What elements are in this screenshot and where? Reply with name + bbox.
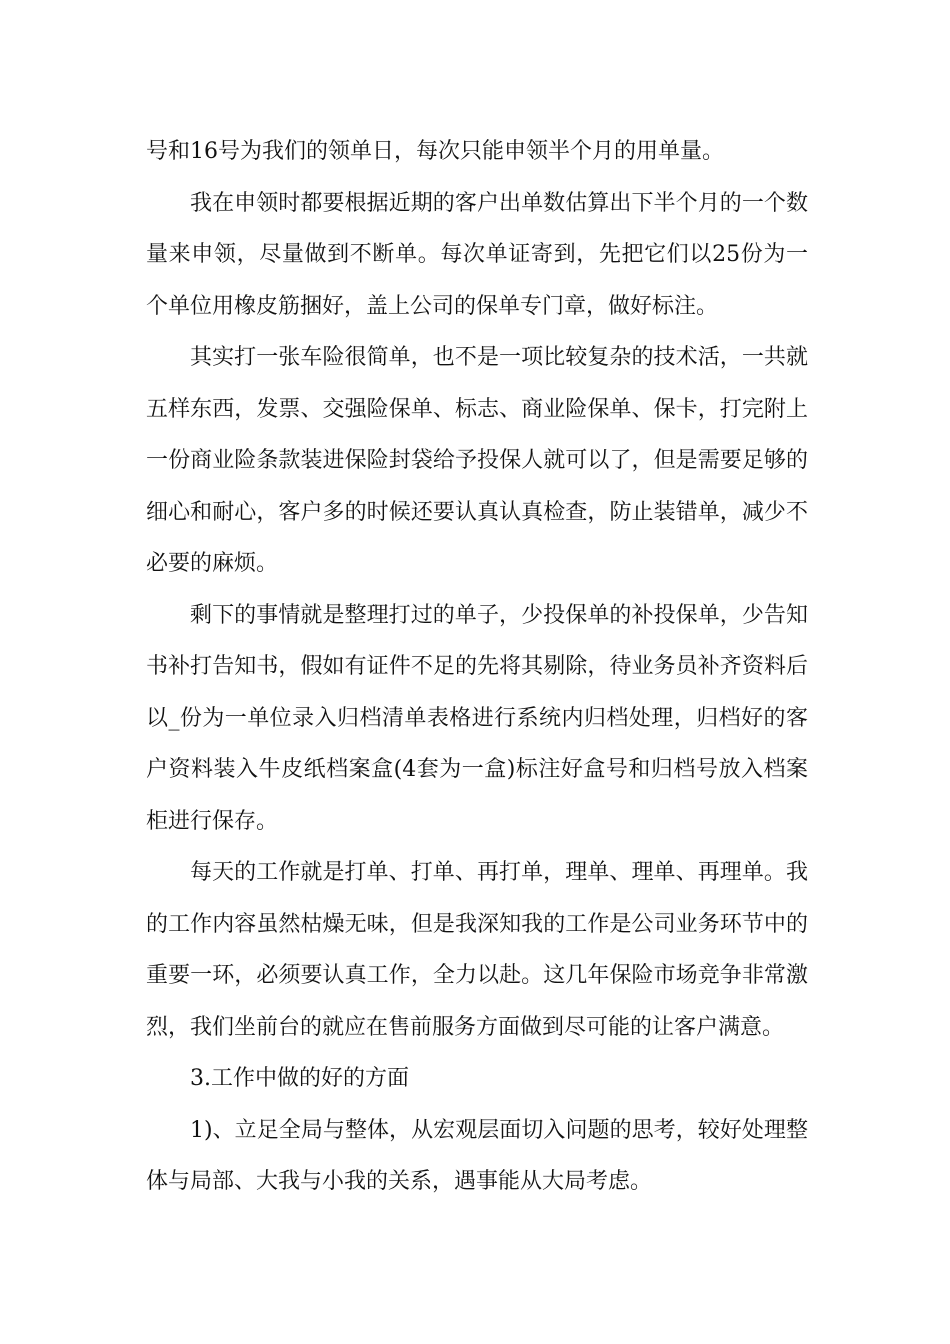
document-body bbox=[146, 126, 808, 1208]
paragraph-car-insurance: 其实打一张车险很简单，也不是一项比较复杂的技术活，一共就五样东西，发票、交强险保单、标志、商业险保单、保卡，打完附上一份商业险条款装进保险封袋给予投保人就可以了，但是需要足够的细心和耐心，客户多的时候还要认真认真检查，防止装错单，减少不必要的麻烦。 bbox=[146, 345, 808, 576]
paragraph-apply-forms: 我在申领时都要根据近期的客户出单数估算出下半个月的一个数量来申领，尽量做到不断单。每次单证寄到，先把它们以25份为一个单位用橡皮筋捆好，盖上公司的保单专门章，做好标注。 bbox=[146, 190, 808, 319]
paragraph-point-1: 1)、立足全局与整体，从宏观层面切入问题的思考，较好处理整体与局部、大我与小我的关系，遇事能从大局考虑。 bbox=[146, 1117, 808, 1194]
paragraph-daily-work: 每天的工作就是打单、打单、再打单，理单、理单、再理单。我的工作内容虽然枯燥无味，但是我深知我的工作是公司业务环节中的重要一环，必须要认真工作，全力以赴。这几年保险市场竞争非常激烈，我们坐前台的就应在售前服务方面做到尽可能的让客户满意。 bbox=[146, 860, 808, 1040]
paragraph-continuation: 号和16号为我们的领单日，每次只能申领半个月的用单量。 bbox=[146, 139, 724, 164]
paragraph-archiving: 剩下的事情就是整理打过的单子，少投保单的补投保单，少告知书补打告知书，假如有证件不足的先将其剔除，待业务员补齐资料后以_份为一单位录入归档清单表格进行系统内归档处理，归档好的客户资料装入牛皮纸档案盒(4套为一盒)标注好盒号和归档号放入档案柜进行保存。 bbox=[146, 602, 808, 834]
section-heading: 3.工作中做的好的方面 bbox=[190, 1066, 409, 1091]
